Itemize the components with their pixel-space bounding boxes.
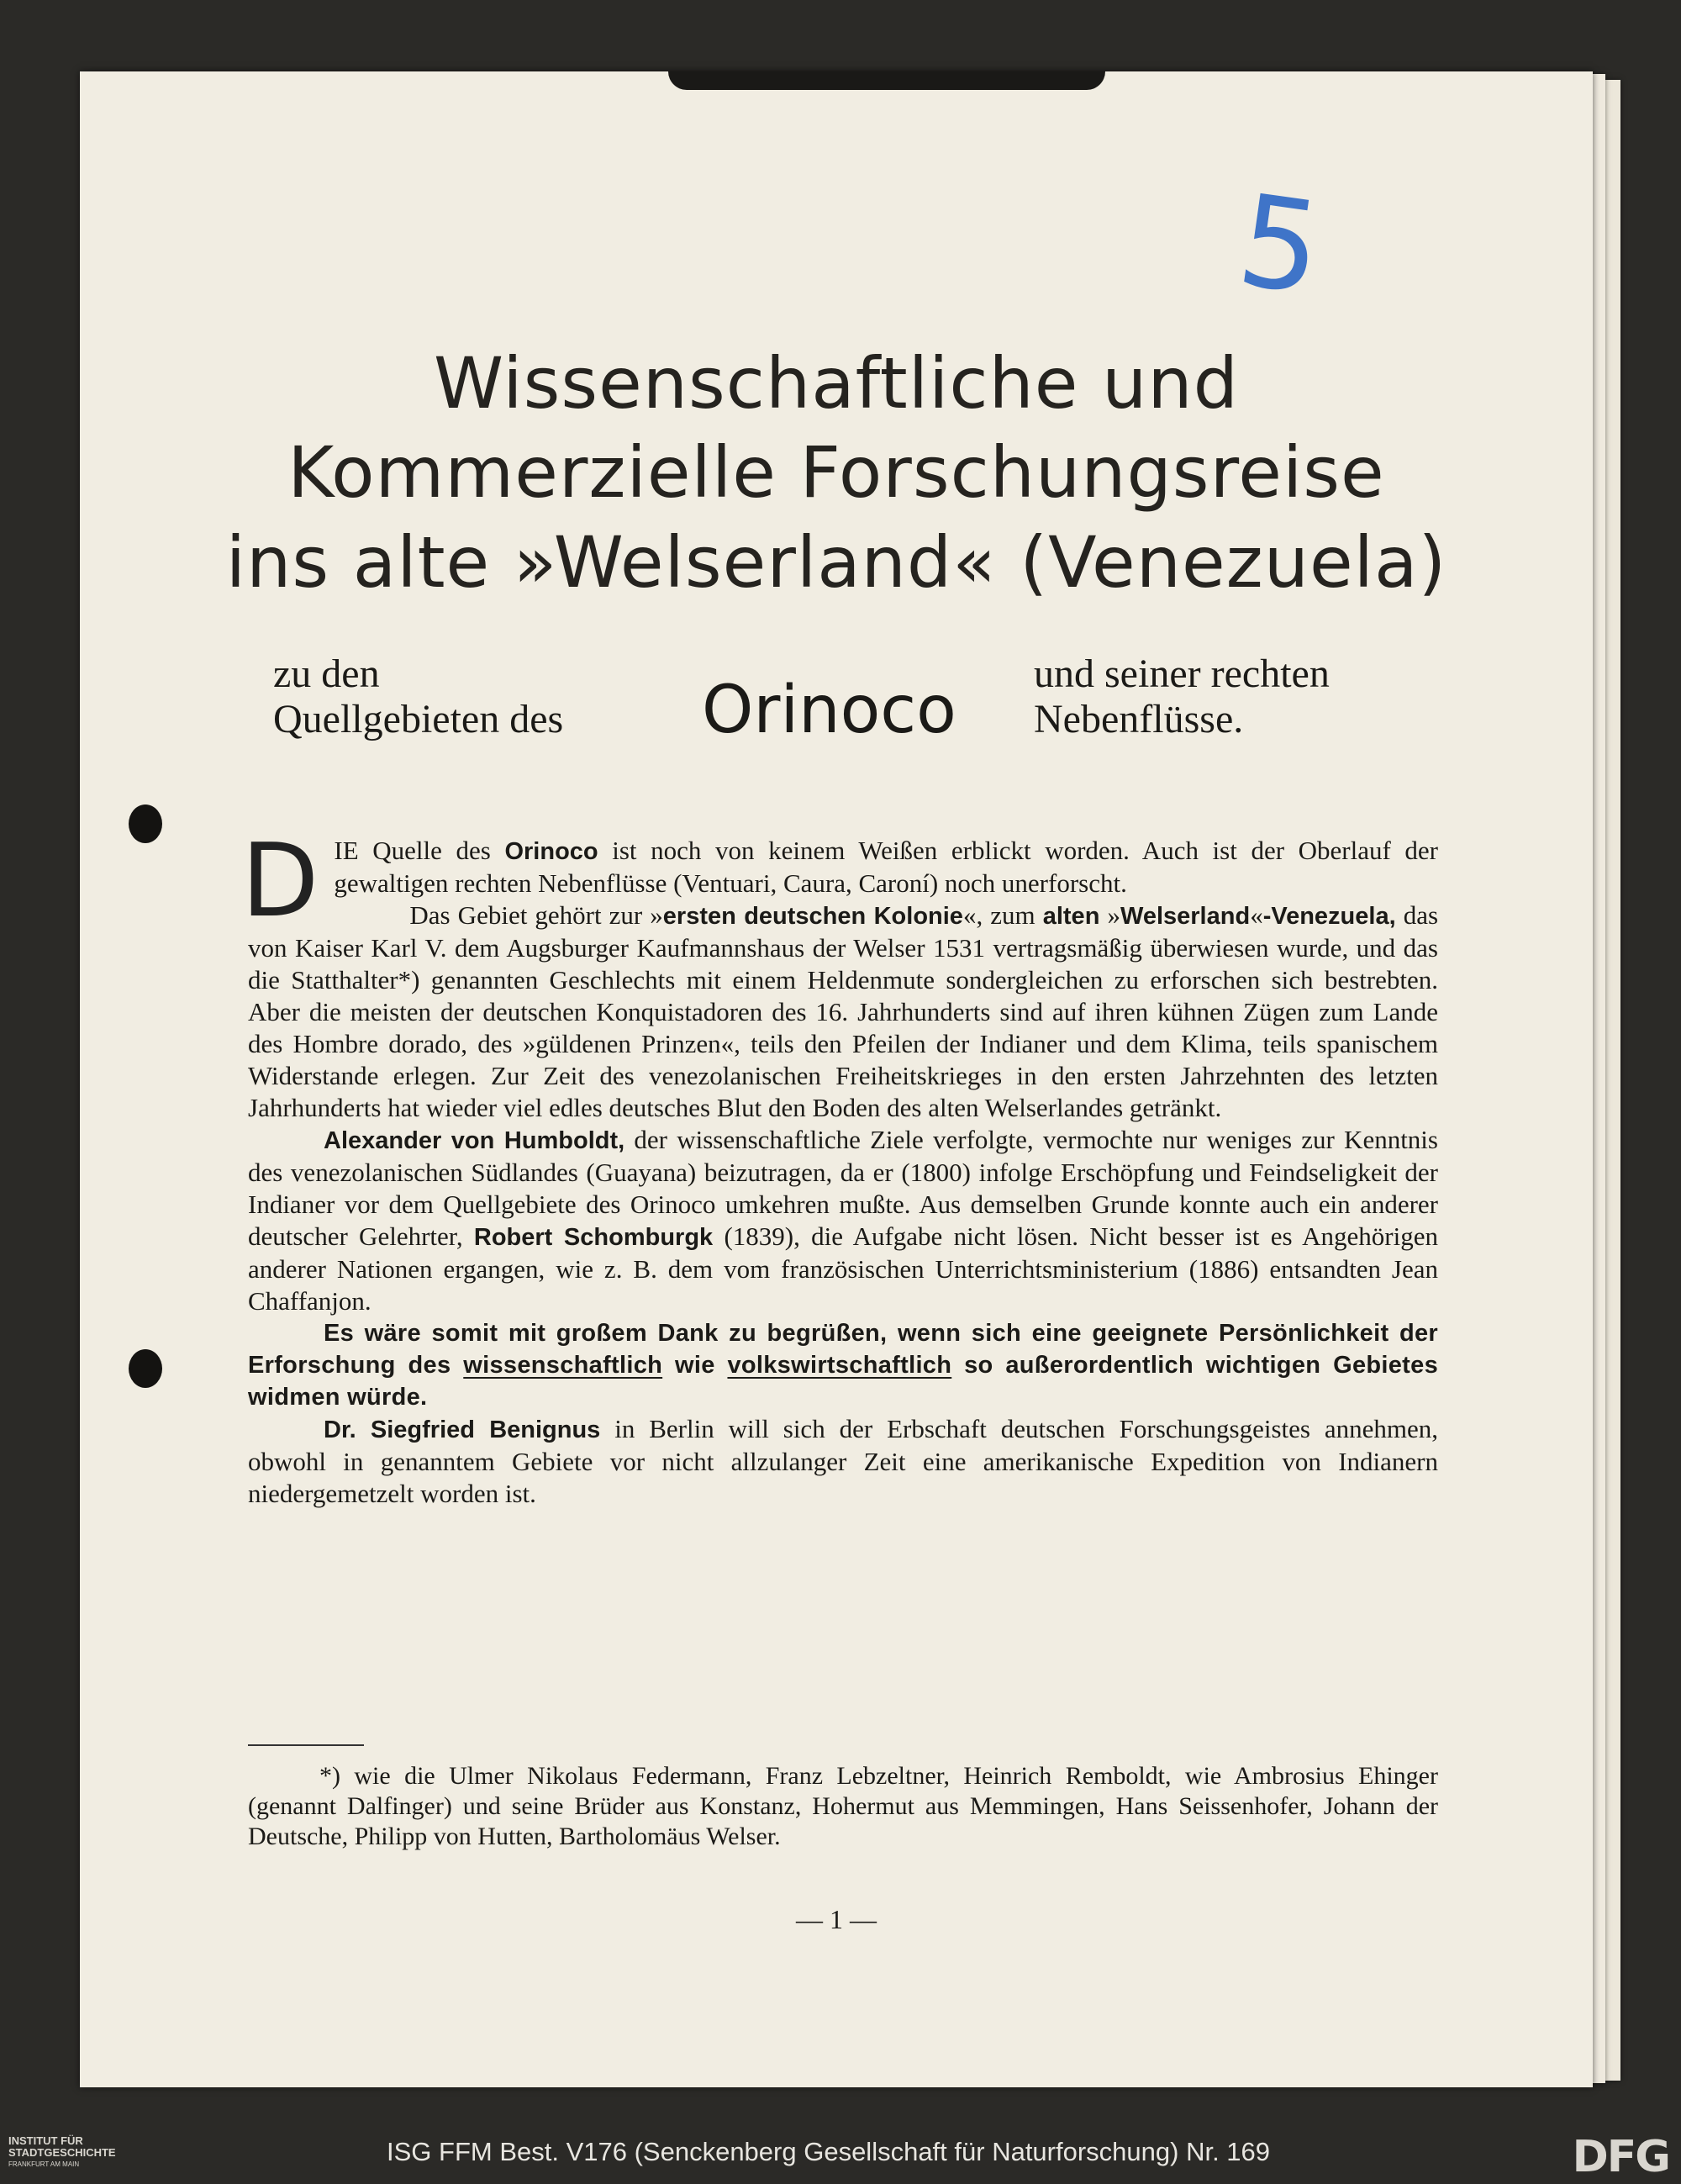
footnote — [248, 1761, 1438, 1852]
title-line-3: ins alte »Welserland« (Venezuela) — [225, 521, 1447, 604]
institute-logo — [8, 2135, 116, 2171]
text-run: » — [1099, 900, 1120, 930]
page-shadow — [668, 71, 1105, 90]
text-run: Das Gebiet gehört zur » — [409, 900, 663, 930]
dfg-logo: DFG — [1572, 2132, 1669, 2182]
footer-bar — [0, 2125, 1681, 2184]
text-run: (1839), die Aufgabe nicht lösen. Nicht besser ist es Angehörigen anderer Nationen ergangen, wie z. B. dem vom französischen Unterrichtsministerium (1886) entsandten Jean Chaffanjon. — [248, 1221, 1439, 1316]
drop-cap: D — [241, 823, 319, 940]
text-run: in Berlin will sich der Erbschaft deutschen Forschungsgeistes annehmen, obwohl in genanntem Gebiete vor nicht allzulanger Zeit eine amerikanische Expedition von Indianern niedergemetzelt worden ist. — [248, 1414, 1438, 1508]
subtitle-right-line-2: Nebenflüsse. — [1034, 697, 1244, 741]
text-run-bold: Welserland — [1120, 903, 1251, 930]
text-run: «, zum — [962, 900, 1043, 930]
text-run: der wissenschaftliche Ziele verfolgte, vermochte nur weniges zur Kenntnis des venezolanischen Südlandes (Guayana) beizutragen, da er (1800) infolge Erschöpfung und Feindseligkeit der Indianer vor dem Quellgebiete des Orinoco umkehren mußte. Aus demselben Grunde konnte auch ein anderer deutscher Gelehrter, — [248, 1125, 1438, 1251]
text-run-bold: -Venezuela, — [1262, 903, 1396, 930]
title-line-2: Kommerzielle Forschungsreise — [287, 431, 1385, 514]
subtitle-left-line-1: zu den — [273, 652, 380, 696]
subtitle-left-line-2: Quellgebieten des — [273, 697, 564, 741]
page-number: — 1 — — [796, 1904, 877, 1934]
text-run-bold: alten — [1042, 903, 1100, 930]
paragraph-2 — [248, 899, 1438, 1124]
punch-hole — [129, 1349, 162, 1388]
text-run-bold: Orinoco — [504, 838, 598, 865]
text-run: ist noch von keinem Weißen erblickt worden. Auch ist der Oberlauf der gewaltigen rechten Nebenflüsse (Ventuari, Caura, Caroní) noch unerforscht. — [334, 836, 1438, 898]
text-run-bold: ersten deutschen Kolonie — [662, 903, 963, 930]
subtitle-left — [273, 652, 563, 742]
document-page — [80, 71, 1593, 2087]
subtitle-right — [1034, 652, 1330, 742]
text-run: so außerordentlich wichtigen Gebietes widmen würde. — [248, 1352, 1438, 1411]
logo-line: STADTGESCHICHTE — [8, 2146, 116, 2159]
text-run: das von Kaiser Karl V. dem Augsburger Kaufmannshaus der Welser 1531 vertragsmäßig überwiesen wurde, und das die Statthalter*) genannten Geschlechts mit einem Heldenmute sondergleichen zu erforschen sich bestrebten. Aber die meisten der deutschen Konquistadoren des 16. Jahrhunderts sind auf ihren kühnen Zügen zum Lande des Hombre dorado, des »güldenen Prinzen«, teils den Pfeilen der Indianer und dem Klima, teils spanischem Widerstande erlegen. Zur Zeit des venezolanischen Freiheitskrieges in den ersten Jahrzehnten des letzten Jahrhunderts hat wieder viel edles deutsches Blut den Boden des alten Welserlandes getränkt. — [248, 900, 1439, 1122]
text-run-bold: Dr. Siegfried Benignus — [324, 1416, 601, 1443]
body-text — [241, 823, 1439, 1510]
logo-line: INSTITUT FÜR — [8, 2134, 83, 2147]
text-run: IE Quelle des — [334, 836, 505, 865]
handwritten-page-mark: 5 — [1230, 167, 1331, 324]
text-run: Es wäre somit mit großem Dank zu begrüßen, wenn sich eine geeignete Persönlichkeit der Erforschung des — [248, 1320, 1438, 1379]
subtitle-right-line-1: und seiner rechten — [1034, 652, 1330, 696]
subtitle-orinoco: Orinoco — [702, 673, 956, 748]
text-run: « — [1250, 900, 1263, 930]
text-run-underlined: wissenschaftlich — [463, 1352, 663, 1379]
footnote-text: *) wie die Ulmer Nikolaus Federmann, Franz Lebzeltner, Heinrich Remboldt, wie Ambrosius Ehinger (genannt Dalfinger) und seine Brüder aus Konstanz, Hohermut aus Memmingen, Hans Seissenhofer, Johann der Deutsche, Philipp von Hutten, Bartholomäus Welser. — [248, 1762, 1438, 1850]
paragraph-3 — [248, 1124, 1438, 1317]
paragraph-5 — [248, 1413, 1438, 1510]
text-run-underlined: volkswirtschaftlich — [727, 1352, 952, 1379]
logo-line: FRANKFURT AM MAIN — [8, 2160, 80, 2168]
paragraph-4 — [248, 1317, 1438, 1413]
title-line-1: Wissenschaftliche und — [434, 342, 1239, 425]
footnote-rule — [248, 1744, 364, 1746]
text-run: wie — [662, 1352, 728, 1379]
archive-caption: ISG FFM Best. V176 (Senckenberg Gesellschaft für Naturforschung) Nr. 169 — [387, 2137, 1271, 2166]
punch-hole — [129, 804, 162, 843]
text-run-bold: Alexander von Humboldt, — [324, 1127, 625, 1154]
text-run-bold: Robert Schomburgk — [473, 1224, 714, 1251]
